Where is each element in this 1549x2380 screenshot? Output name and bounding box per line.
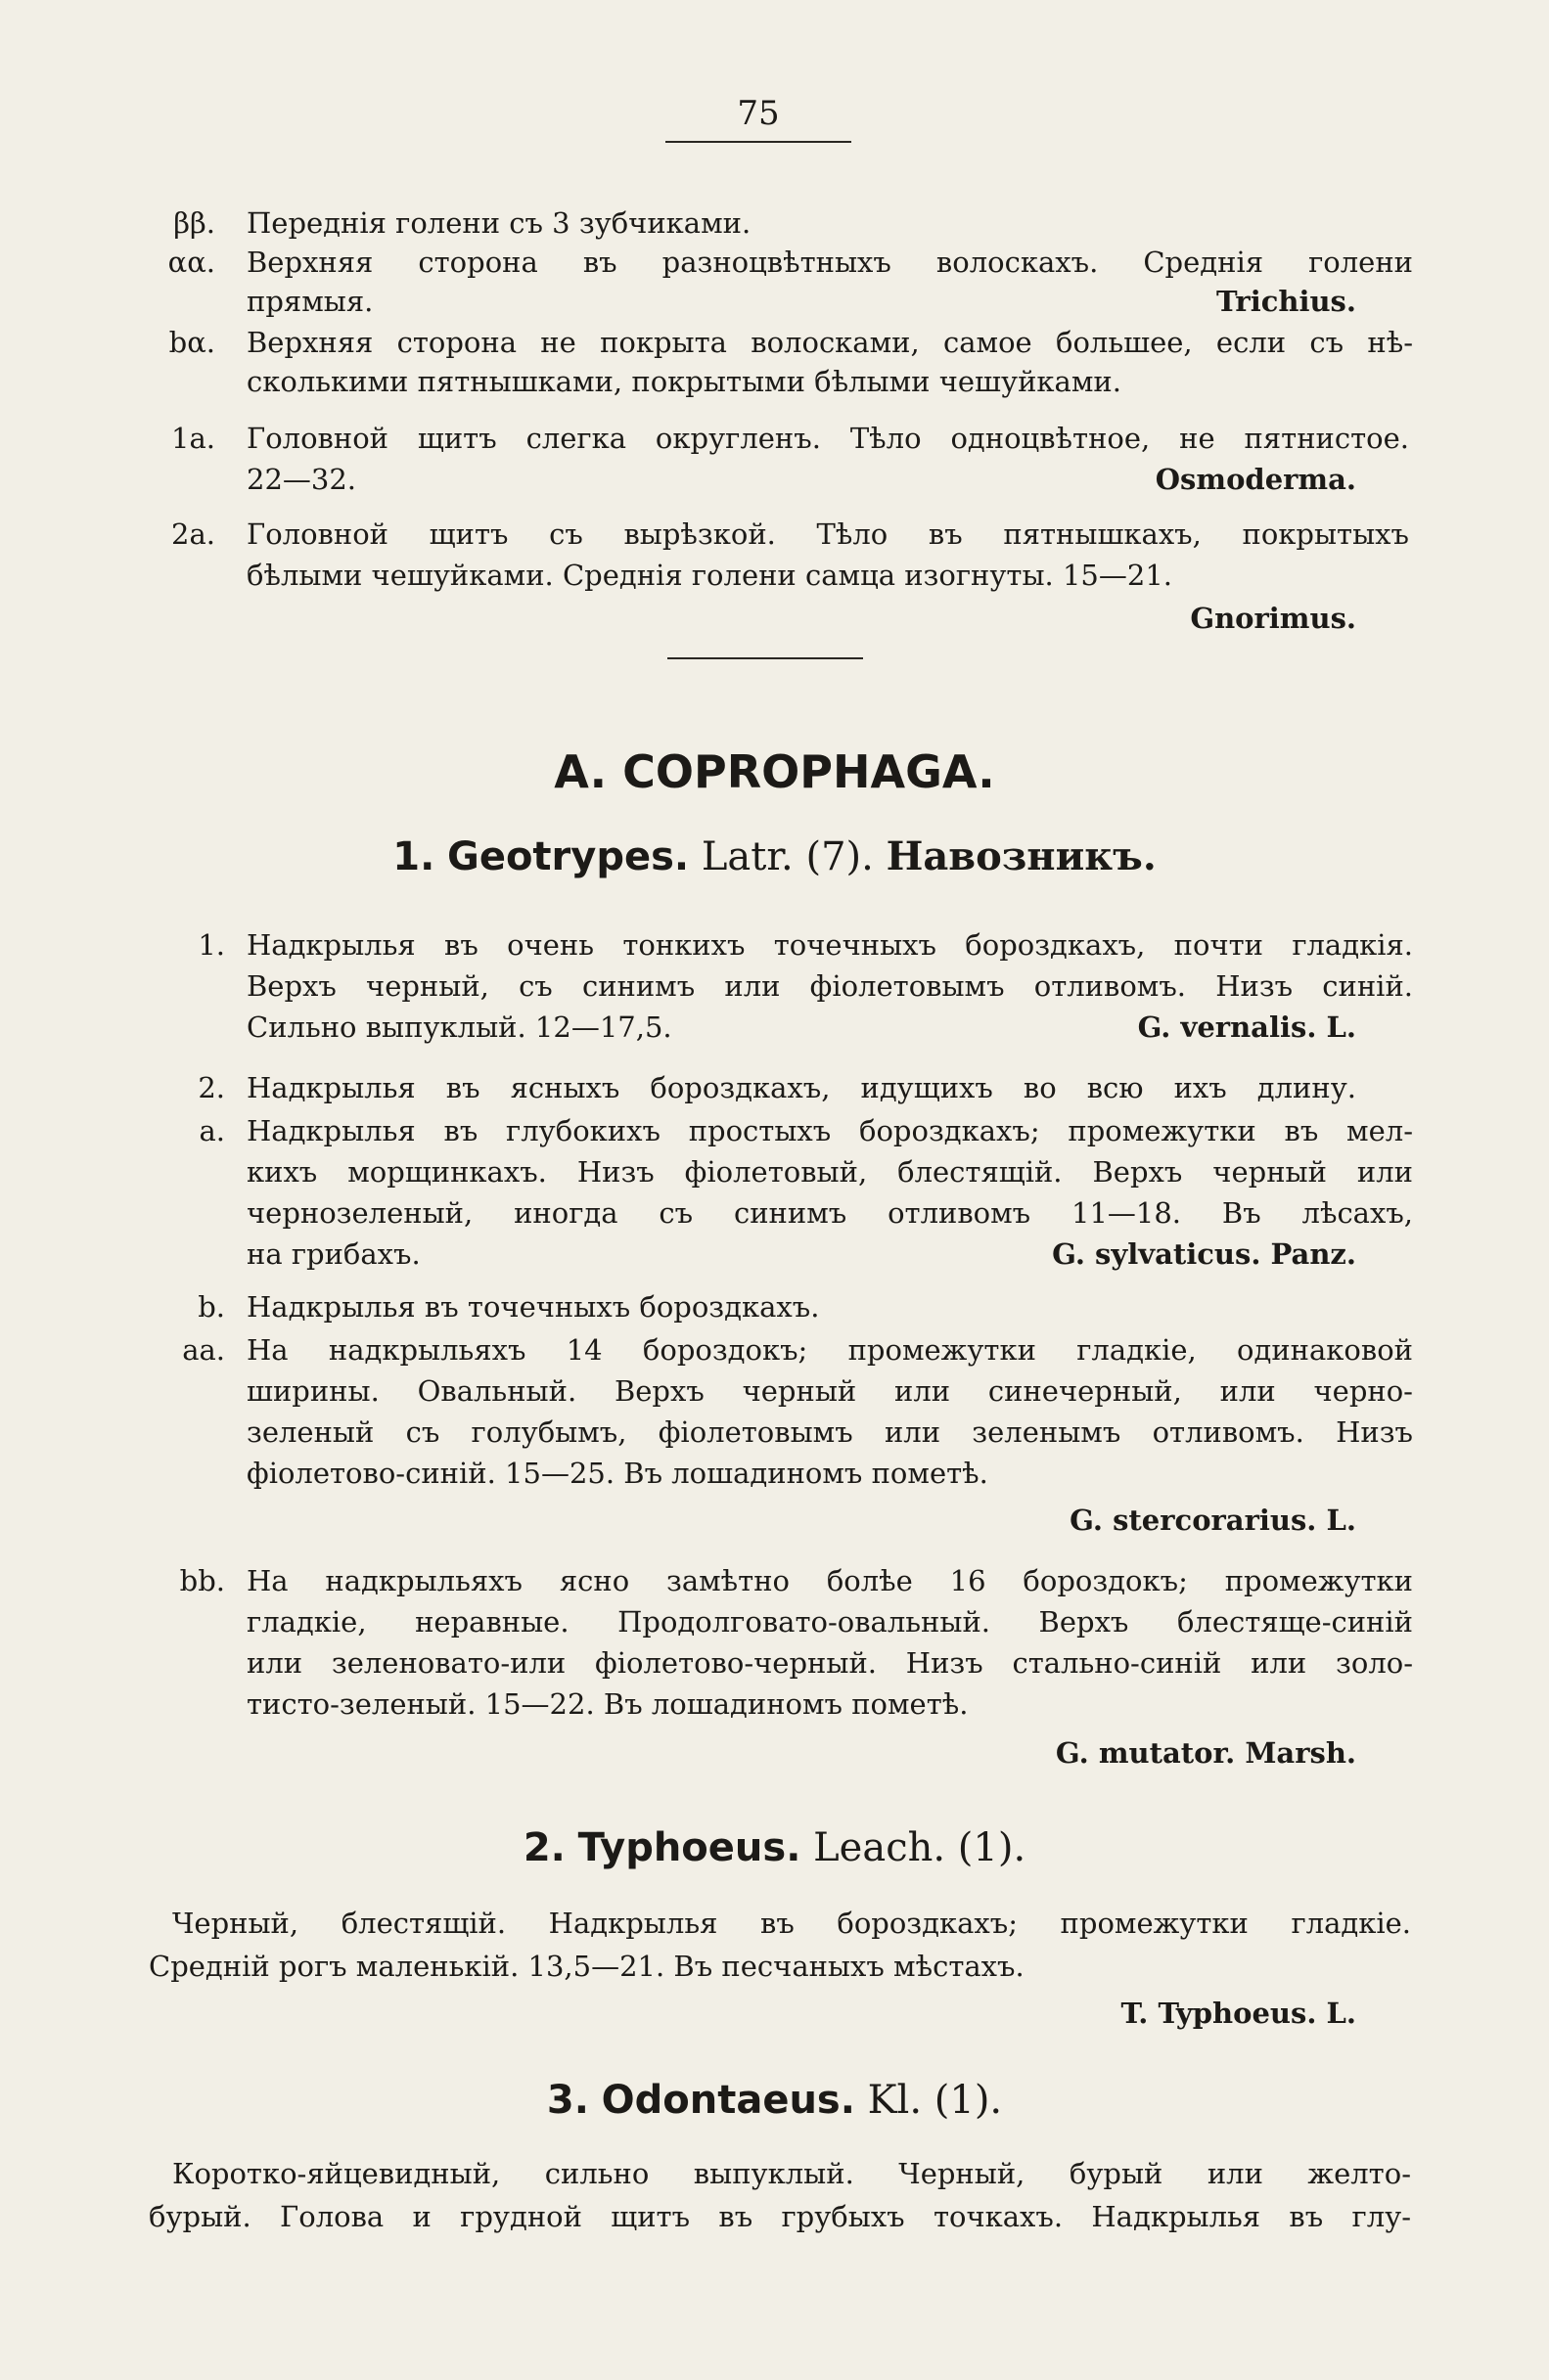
species-count: (1). (934, 2078, 1003, 2123)
group-title: A. COPROPHAGA. (554, 745, 995, 798)
couplet-text: Головной щитъ слегка округленъ. Тѣло одноцвѣтное, не пятнистое. (247, 422, 1409, 455)
genus-number: 3. (546, 2078, 589, 2123)
entry-text: На надкрыльяхъ ясно замѣтно болѣе 16 бороздокъ; промежутки (247, 1564, 1413, 1597)
separator-rule (667, 657, 863, 659)
species-count: (1). (957, 1825, 1026, 1870)
entry-label: 2. (198, 1071, 225, 1104)
couplet-label: 2a. (171, 517, 215, 551)
couplet-text: сколькими пятнышками, покрытыми бѣлыми чешуйками. (247, 365, 1121, 398)
entry-text: ширины. Овальный. Верхъ черный или синечерный, или черно- (247, 1374, 1413, 1408)
genus-author: Kl. (867, 2078, 923, 2123)
taxon-name: G. stercorarius. L. (1070, 1504, 1356, 1537)
genus-number: 1. (392, 834, 435, 879)
couplet-text: Верхняя сторона не покрыта волосками, самое большее, если съ нѣ- (247, 326, 1413, 359)
genus-name: Odontaeus. (601, 2078, 855, 2123)
taxon-name: Trichius. (1215, 285, 1356, 318)
taxon-name: G. mutator. Marsh. (1055, 1736, 1356, 1770)
description-text: Черный, блестящій. Надкрылья въ бороздкахъ; промежутки гладкіе. (172, 1907, 1411, 1940)
couplet-text: прямыя. (247, 285, 374, 318)
description-text: Коротко-яйцевидный, сильно выпуклый. Черный, бурый или желто- (172, 2157, 1411, 2190)
description-text: бурый. Голова и грудной щитъ въ грубыхъ точкахъ. Надкрылья въ глу- (149, 2200, 1411, 2233)
entry-text: Сильно выпуклый. 12—17,5. (247, 1010, 672, 1044)
entry-text: Надкрылья въ точечныхъ бороздкахъ. (247, 1290, 820, 1324)
taxon-name: T. Typhoeus. L. (1120, 1997, 1356, 2030)
taxon-name: Gnorimus. (1190, 602, 1356, 635)
entry-label: aa. (182, 1333, 225, 1367)
entry-text: чернозеленый, иногда съ синимъ отливомъ 11—18. Въ лѣсахъ, (247, 1196, 1413, 1230)
couplet-text: 22—32. (247, 463, 357, 496)
entry-text: Надкрылья въ очень тонкихъ точечныхъ бороздкахъ, почти гладкія. (247, 928, 1413, 962)
species-count: (7). (805, 834, 874, 879)
genus-heading (0, 2078, 1549, 2123)
taxon-name: G. sylvaticus. Panz. (1052, 1237, 1356, 1271)
entry-label: a. (199, 1114, 225, 1147)
entry-text: На надкрыльяхъ 14 бороздокъ; промежутки гладкіе, одинаковой (247, 1333, 1413, 1367)
entry-text: фіолетово-синій. 15—25. Въ лошадиномъ пометѣ. (247, 1457, 988, 1490)
entry-label: b. (198, 1290, 225, 1324)
couplet-text: Головной щитъ съ вырѣзкой. Тѣло въ пятнышкахъ, покрытыхъ (247, 517, 1409, 551)
genus-name: Geotrypes. (446, 834, 690, 879)
entry-text: Верхъ черный, съ синимъ или фіолетовымъ отливомъ. Низъ синій. (247, 969, 1413, 1003)
entry-text: или зеленовато-или фіолетово-черный. Низъ стально-синій или золо- (247, 1646, 1413, 1680)
entry-text: кихъ морщинкахъ. Низъ фіолетовый, блестящій. Верхъ черный или (247, 1155, 1413, 1189)
entry-text: гладкіе, неравные. Продолговато-овальный. Верхъ блестяще-синій (247, 1605, 1413, 1639)
couplet-text: Верхняя сторона въ разноцвѣтныхъ волоскахъ. Среднія голени (247, 246, 1413, 279)
genus-heading (0, 833, 1549, 879)
taxon-name: G. vernalis. L. (1137, 1010, 1356, 1044)
couplet-text: бѣлыми чешуйками. Среднія голени самца изогнуты. 15—21. (247, 559, 1172, 592)
entry-text: тисто-зеленый. 15—22. Въ лошадиномъ пометѣ. (247, 1687, 969, 1721)
taxon-name: Osmoderma. (1155, 463, 1356, 496)
genus-heading (0, 1825, 1549, 1870)
page-number: 75 (665, 94, 851, 143)
entry-text: Надкрылья въ ясныхъ бороздкахъ, идущихъ во всю ихъ длину. (247, 1071, 1356, 1104)
genus-name: Typhoeus. (577, 1825, 801, 1870)
entry-label: bb. (179, 1564, 225, 1597)
entry-text: зеленый съ голубымъ, фіолетовымъ или зеленымъ отливомъ. Низъ (247, 1415, 1413, 1449)
couplet-text: Переднія голени съ 3 зубчиками. (247, 206, 752, 240)
genus-author: Latr. (701, 834, 794, 879)
common-name: Навозникъ. (886, 833, 1157, 879)
entry-label: 1. (198, 928, 225, 962)
genus-author: Leach. (813, 1825, 946, 1870)
couplet-label: 1a. (171, 422, 215, 455)
couplet-label: ββ. (173, 206, 215, 240)
genus-number: 2. (523, 1825, 566, 1870)
entry-text: на грибахъ. (247, 1237, 421, 1271)
entry-text: Надкрылья въ глубокихъ простыхъ бороздкахъ; промежутки въ мел- (247, 1114, 1413, 1147)
couplet-label: bα. (168, 326, 215, 359)
couplet-label: αα. (167, 246, 215, 279)
description-text: Средній рогъ маленькій. 13,5—21. Въ песчаныхъ мѣстахъ. (149, 1950, 1025, 1983)
